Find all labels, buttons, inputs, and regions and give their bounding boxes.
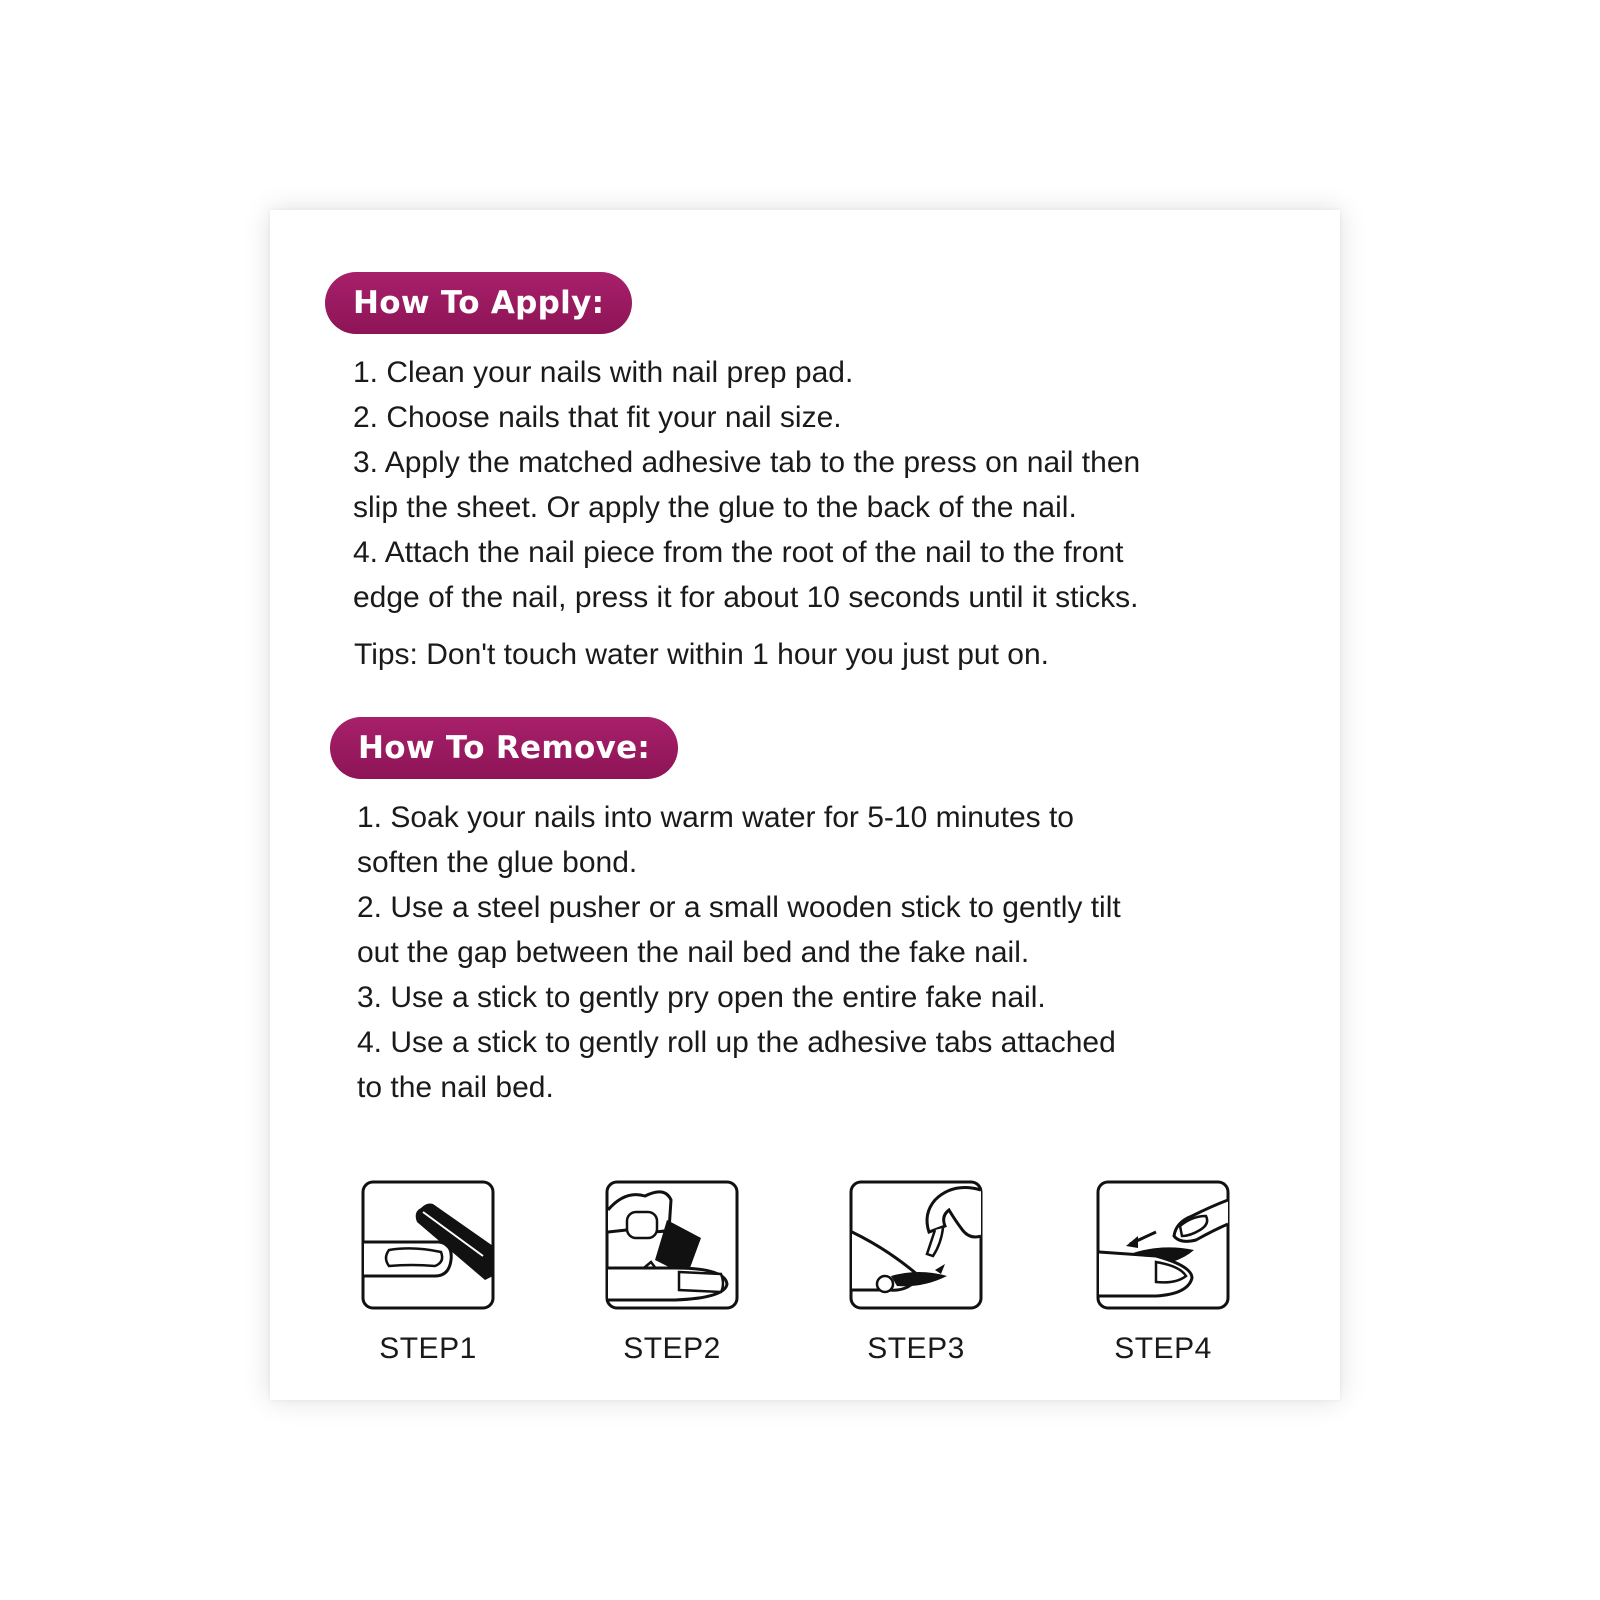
step-3: [841, 1180, 991, 1366]
step-3-label: STEP3: [867, 1332, 965, 1365]
remove-line-6: 4. Use a stick to gently roll up the adhesive tabs attached: [357, 1026, 1116, 1059]
step-1-label: STEP1: [379, 1332, 477, 1365]
remove-heading: How To Remove:: [330, 717, 678, 779]
apply-line-3: 3. Apply the matched adhesive tab to the press on nail then: [353, 446, 1141, 479]
roll-tab-icon: [1096, 1180, 1230, 1310]
apply-line-4: slip the sheet. Or apply the glue to the back of the nail.: [353, 491, 1077, 524]
remove-line-1: 1. Soak your nails into warm water for 5-10 minutes to: [357, 801, 1074, 834]
apply-line-2: 2. Choose nails that fit your nail size.: [353, 401, 842, 434]
step-4-label: STEP4: [1114, 1332, 1212, 1365]
step-2-label: STEP2: [623, 1332, 721, 1365]
step-2: [597, 1180, 747, 1366]
instruction-card: [270, 210, 1340, 1400]
remove-line-7: to the nail bed.: [357, 1071, 554, 1104]
adhesive-tab-icon: [605, 1180, 739, 1310]
apply-line-1: 1. Clean your nails with nail prep pad.: [353, 356, 854, 389]
remove-line-3: 2. Use a steel pusher or a small wooden stick to gently tilt: [357, 891, 1121, 924]
apply-heading: How To Apply:: [325, 272, 632, 334]
apply-tips: Tips: Don't touch water within 1 hour you just put on.: [354, 638, 1049, 671]
apply-steps-list: [353, 350, 1293, 620]
remove-steps-list: [357, 795, 1292, 1110]
remove-line-4: out the gap between the nail bed and the fake nail.: [357, 936, 1030, 969]
nail-file-icon: [361, 1180, 495, 1310]
remove-line-5: 3. Use a stick to gently pry open the entire fake nail.: [357, 981, 1046, 1014]
step-4: [1088, 1180, 1238, 1366]
apply-line-5: 4. Attach the nail piece from the root of the nail to the front: [353, 536, 1124, 569]
step-1: [353, 1180, 503, 1366]
apply-line-6: edge of the nail, press it for about 10 seconds until it sticks.: [353, 581, 1139, 614]
remove-line-2: soften the glue bond.: [357, 846, 638, 879]
pry-stick-icon: [849, 1180, 983, 1310]
